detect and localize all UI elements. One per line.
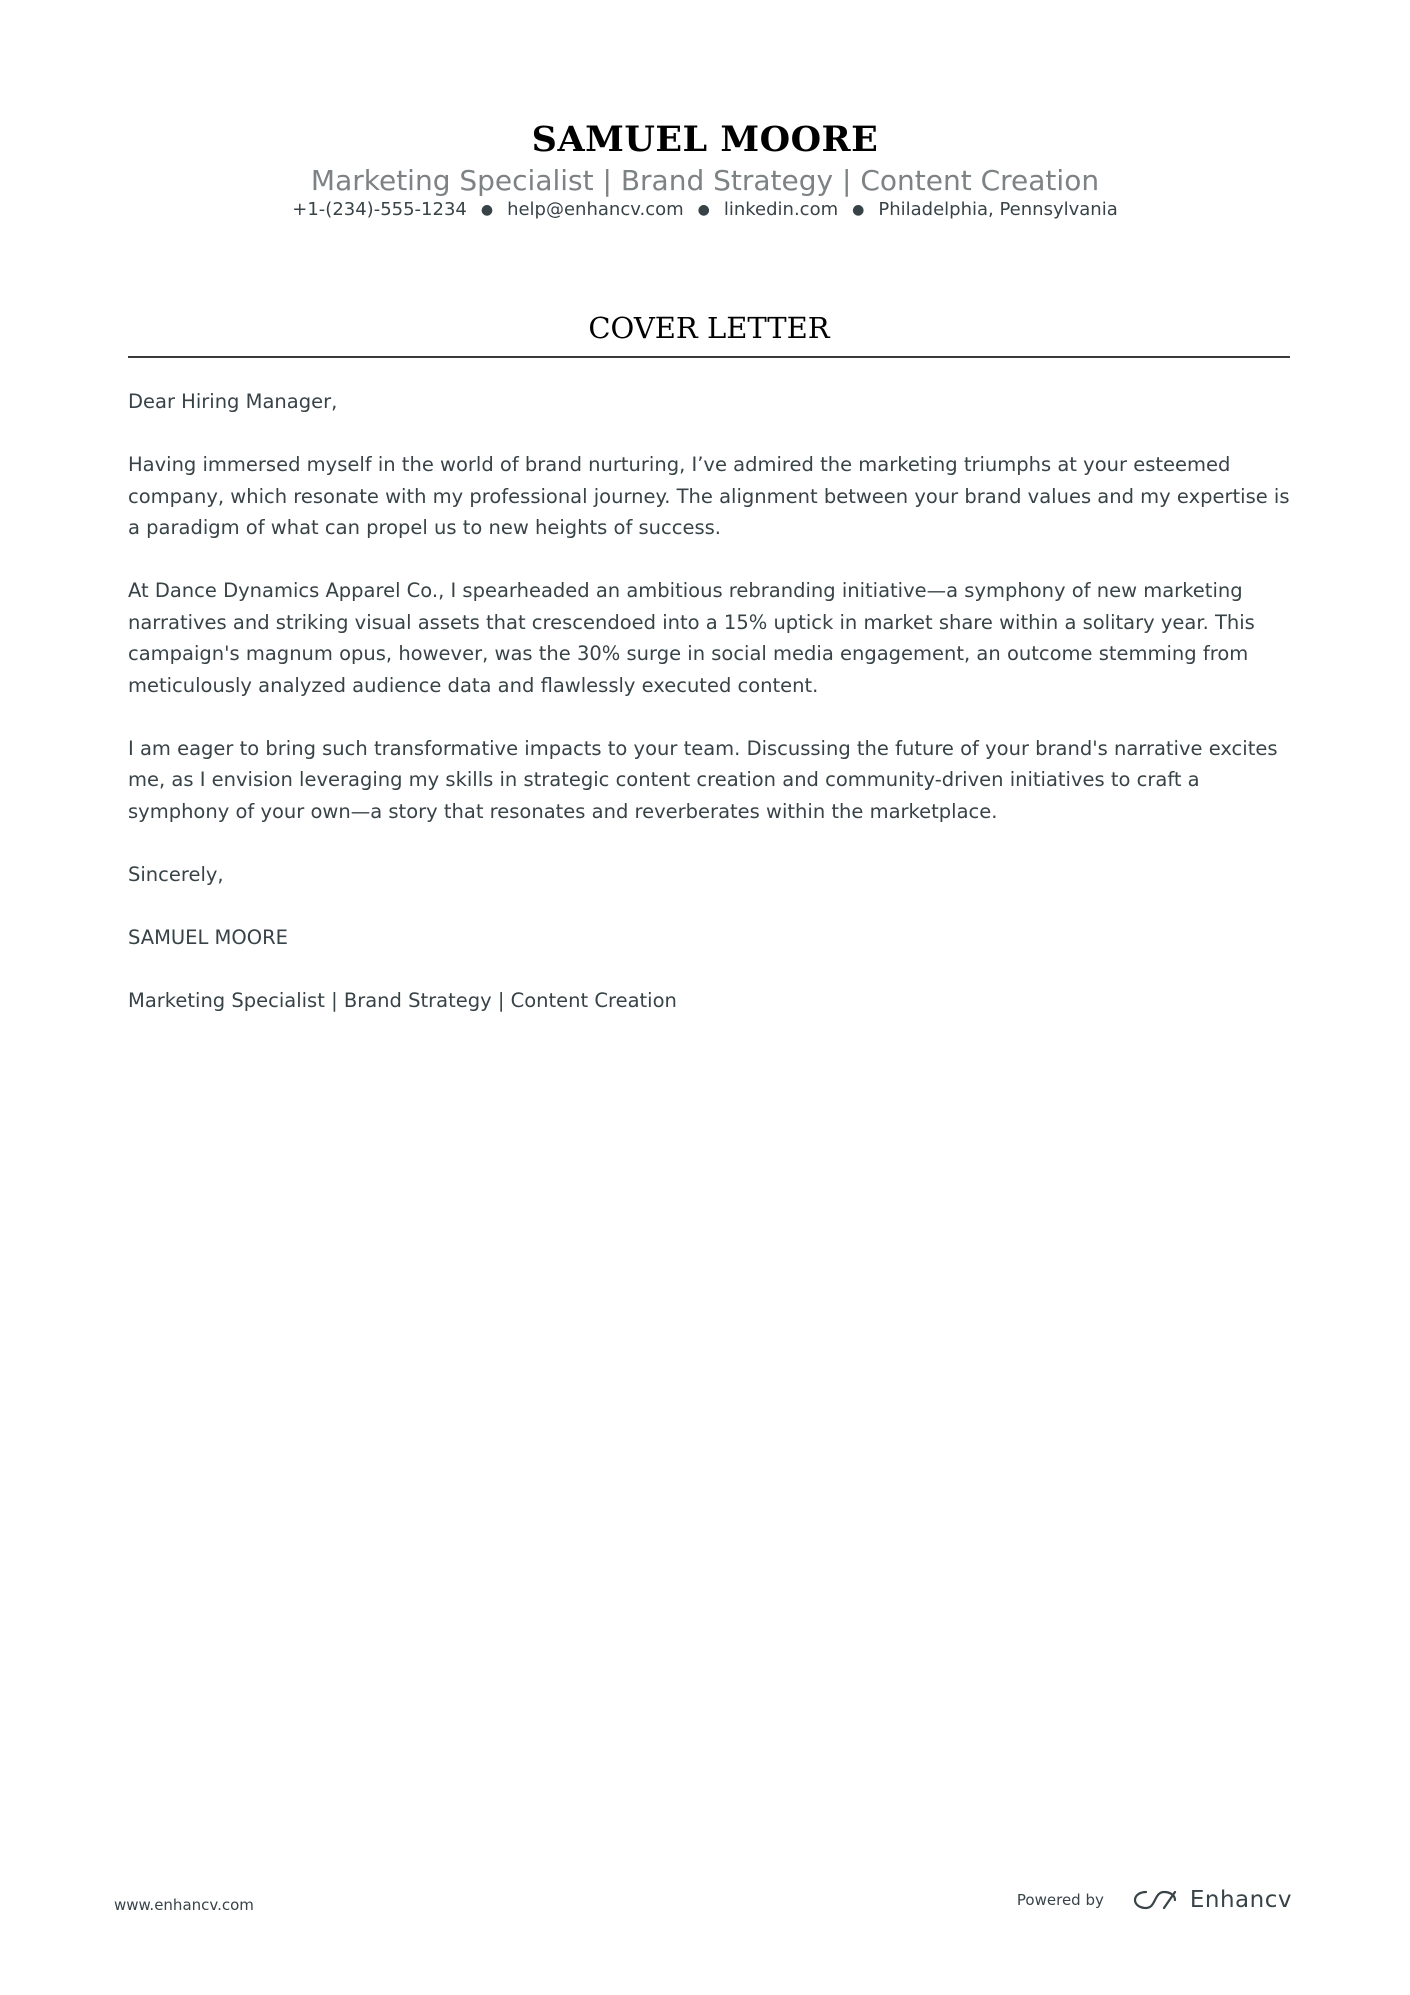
contact-phone: +1-(234)-555-1234 (292, 199, 467, 220)
contact-info (0, 198, 1410, 222)
section-divider (128, 356, 1290, 358)
enhancv-brand-name: Enhancv (1189, 1887, 1292, 1913)
letter-body (128, 386, 1290, 1048)
letter-greeting: Dear Hiring Manager, (128, 390, 338, 413)
bullet-separator: ● (852, 202, 865, 218)
applicant-name: SAMUEL MOORE (531, 119, 879, 160)
bullet-separator: ● (697, 202, 710, 218)
letter-paragraph: I am eager to bring such transformative impacts to your team. Discussing the future of your brand's narrative excites me, as I envision leveraging my skills in strategic content creation and community-driven initiatives to craft a symphony of your own—a story that resonates and reverberates within the marketplace. (128, 736, 1278, 823)
powered-by-label: Powered by (1016, 1891, 1104, 1909)
letter-paragraph: Having immersed myself in the world of brand nurturing, I’ve admired the marketing triumphs at your esteemed company, which resonate with my professional journey. The alignment between your brand values and my expertise is a paradigm of what can propel us to new heights of success. (128, 453, 1290, 539)
letter-closing: Sincerely, (128, 862, 224, 886)
enhancv-logo-icon (1132, 1888, 1178, 1912)
contact-linkedin: linkedin.com (723, 199, 839, 220)
letter-paragraph: At Dance Dynamics Apparel Co., I spearheaded an ambitious rebranding initiative—a symphony of new marketing narratives and striking visual assets that crescendoed into a 15% uptick in market share within a solitary year. This campaign's magnum opus, however, was the 30% surge in social media engagement, an outcome stemming from meticulously analyzed audience data and flawlessly executed content. (128, 579, 1255, 697)
signature-title: Marketing Specialist | Brand Strategy | Content Creation (128, 988, 677, 1012)
contact-location: Philadelphia, Pennsylvania (878, 199, 1118, 220)
contact-email: help@enhancv.com (507, 199, 684, 220)
letter-header (0, 118, 1410, 222)
section-title: COVER LETTER (588, 311, 830, 345)
footer-branding (1017, 1887, 1292, 1913)
signature-name: SAMUEL MOORE (128, 925, 288, 949)
applicant-headline: Marketing Specialist | Brand Strategy | Content Creation (310, 164, 1100, 197)
footer-website-link[interactable]: www.enhancv.com (114, 1896, 254, 1914)
bullet-separator: ● (480, 202, 494, 218)
